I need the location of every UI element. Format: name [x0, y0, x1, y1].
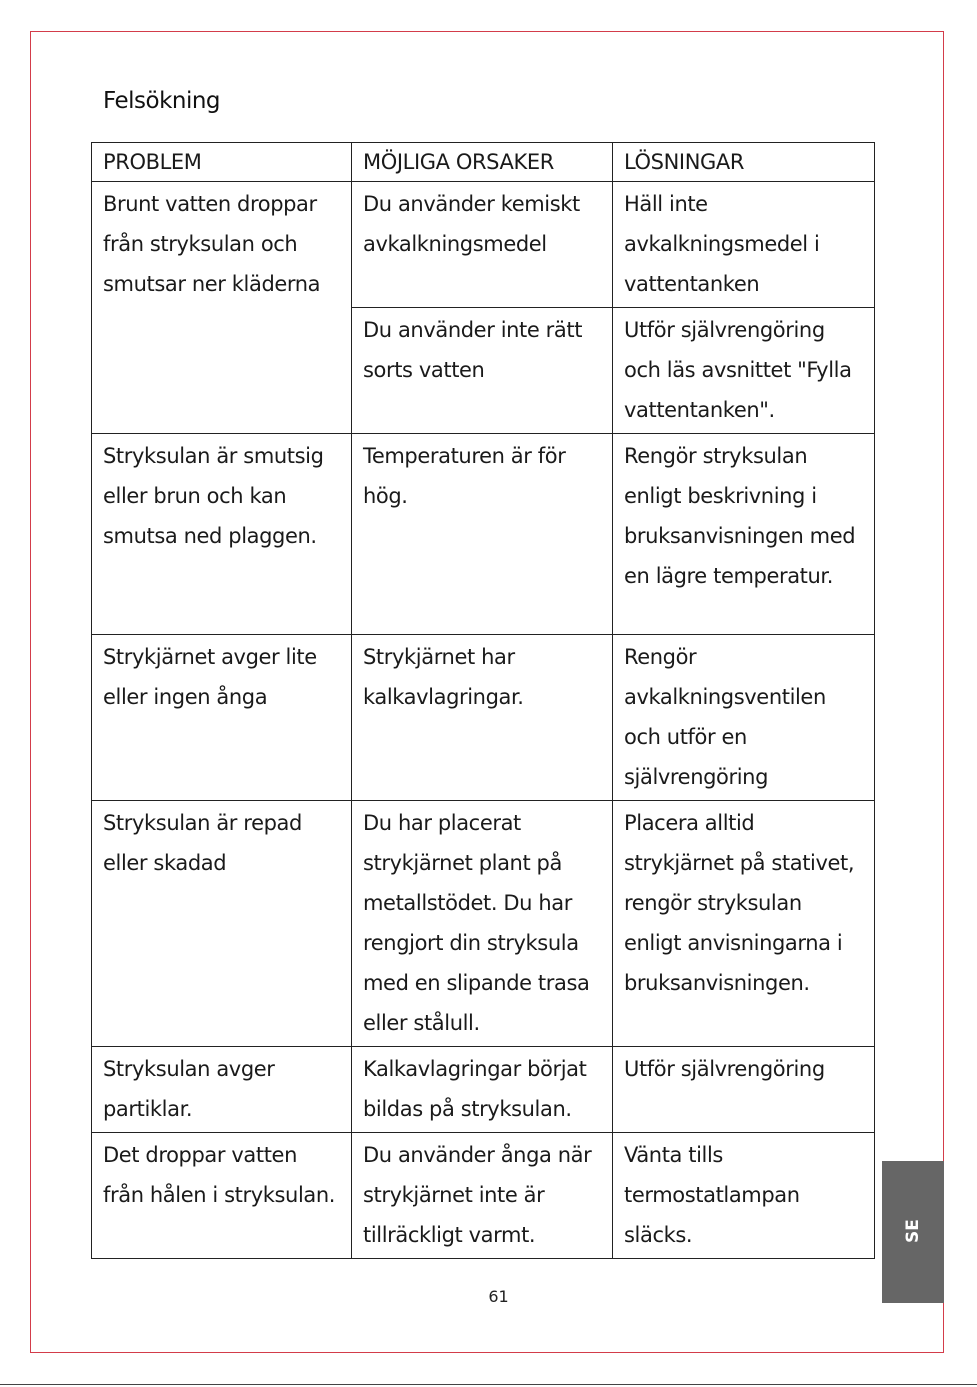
solution-cell: Placera alltid strykjärnet på stativet, rengör stryksulan enligt anvisningarna i bruksanvisningen. — [613, 801, 875, 1047]
cause-cell: Du har placerat strykjärnet plant på metallstödet. Du har rengjort din stryksula med en slipande trasa eller stålull. — [352, 801, 613, 1047]
problem-cell: Strykjärnet avger lite eller ingen ånga — [92, 635, 352, 801]
cause-cell: Kalkavlagringar börjat bildas på stryksulan. — [352, 1047, 613, 1133]
cause-cell: Du använder ånga när strykjärnet inte är tillräckligt varmt. — [352, 1133, 613, 1259]
bottom-divider — [0, 1384, 977, 1385]
solution-cell: Vänta tills termostatlampan släcks. — [613, 1133, 875, 1259]
header-solutions: LÖSNINGAR — [613, 143, 875, 182]
problem-cell: Stryksulan är repad eller skadad — [92, 801, 352, 1047]
solution-cell: Utför självrengöring — [613, 1047, 875, 1133]
troubleshooting-table — [91, 142, 875, 1259]
problem-cell: Det droppar vatten från hålen i stryksulan. — [92, 1133, 352, 1259]
problem-cell: Brunt vatten droppar från stryksulan och smutsar ner kläderna — [92, 182, 352, 434]
header-problem: PROBLEM — [92, 143, 352, 182]
solution-cell: Rengör stryksulan enligt beskrivning i bruksanvisningen med en lägre temperatur. — [613, 434, 875, 635]
table-row — [92, 635, 875, 801]
cause-cell: Du använder kemiskt avkalkningsmedel — [352, 182, 613, 308]
table-row — [92, 801, 875, 1047]
table-row — [92, 434, 875, 635]
table-row — [92, 1133, 875, 1259]
solution-cell: Utför självrengöring och läs avsnittet "Fylla vattentanken". — [613, 308, 875, 434]
solution-cell: Rengör avkalkningsventilen och utför en självrengöring — [613, 635, 875, 801]
cause-cell: Temperaturen är för hög. — [352, 434, 613, 635]
table-row — [92, 1047, 875, 1133]
table-row — [92, 182, 875, 308]
solution-cell: Häll inte avkalkningsmedel i vattentanken — [613, 182, 875, 308]
problem-cell: Stryksulan är smutsig eller brun och kan smutsa ned plaggen. — [92, 434, 352, 635]
language-tab — [882, 1161, 944, 1303]
page-title: Felsökning — [103, 88, 221, 114]
cause-cell: Du använder inte rätt sorts vatten — [352, 308, 613, 434]
table-header-row — [92, 143, 875, 182]
problem-cell: Stryksulan avger partiklar. — [92, 1047, 352, 1133]
header-causes: MÖJLIGA ORSAKER — [352, 143, 613, 182]
language-code: SE — [903, 1219, 923, 1243]
page-number: 61 — [488, 1287, 509, 1306]
cause-cell: Strykjärnet har kalkavlagringar. — [352, 635, 613, 801]
